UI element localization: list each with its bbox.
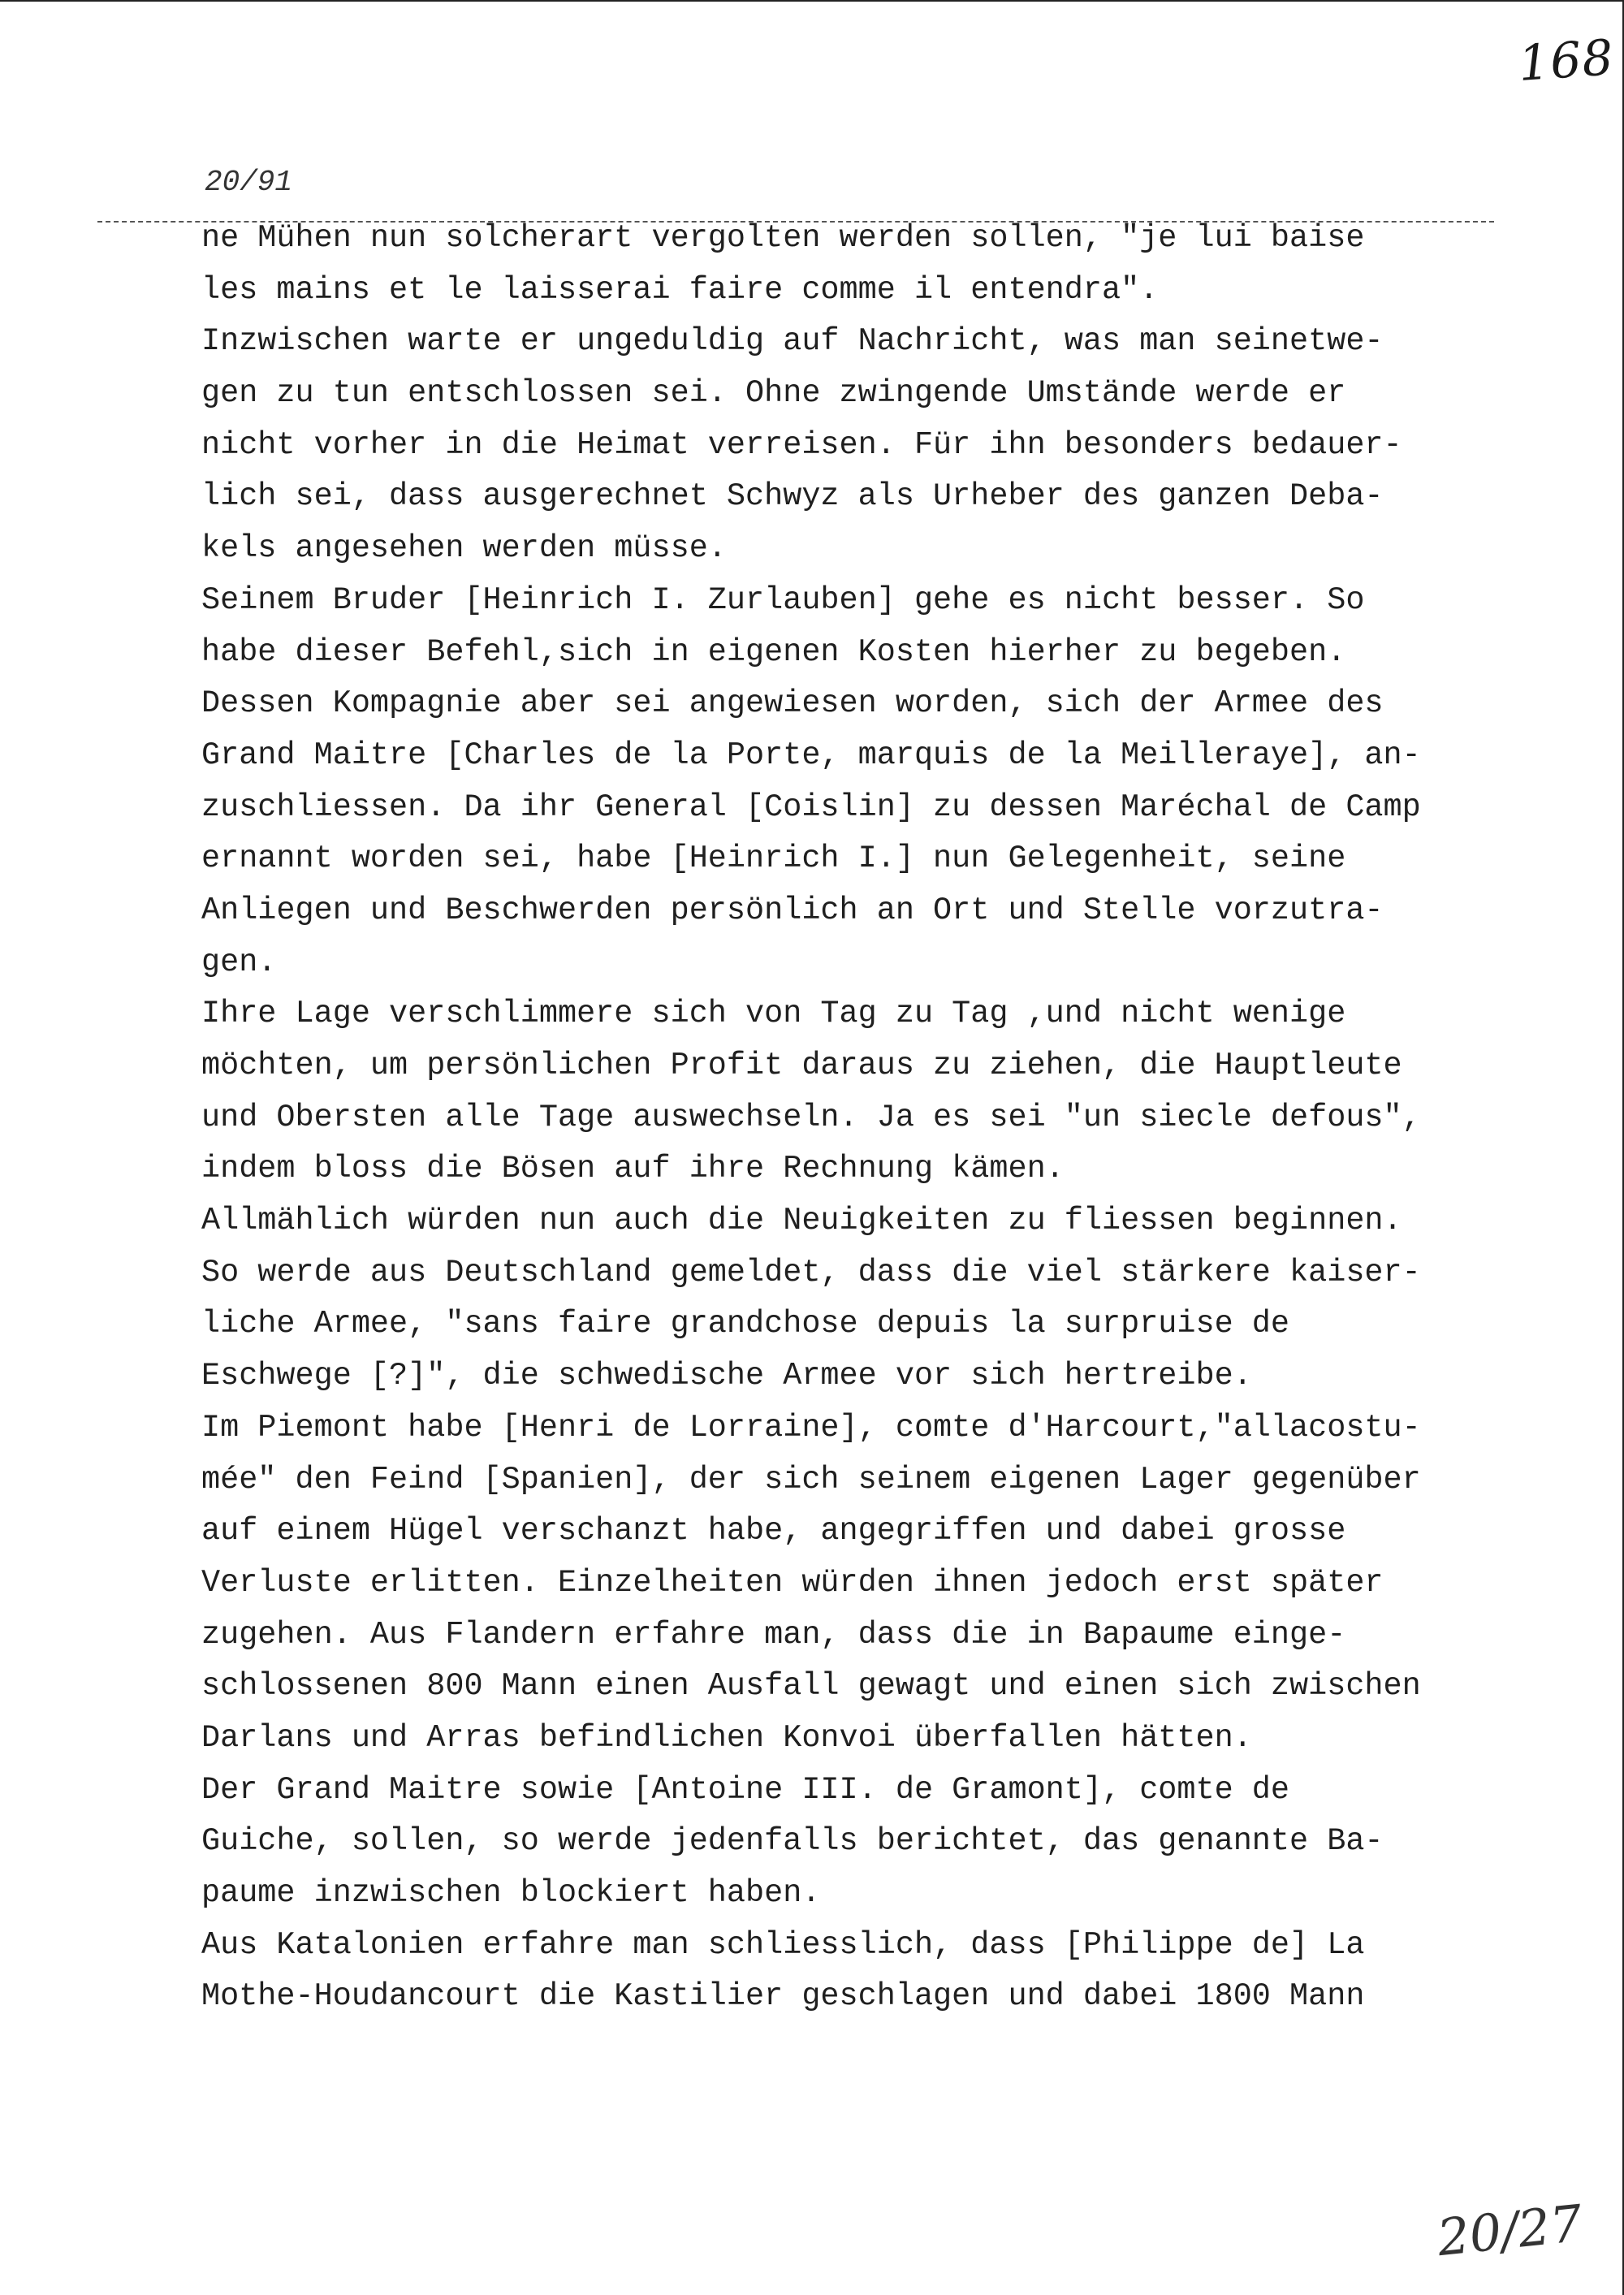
- text-line: zuschliessen. Da ihr General [Coislin] zu dessen Maréchal de Camp: [201, 789, 1421, 825]
- text-line: Allmählich würden nun auch die Neuigkeiten zu fliessen beginnen.: [201, 1203, 1402, 1239]
- text-line: Eschwege [?]", die schwedische Armee vor sich hertreibe.: [201, 1358, 1252, 1394]
- handwritten-footer-number: 20/27: [1434, 2193, 1586, 2268]
- text-line: mée" den Feind [Spanien], der sich seinem eigenen Lager gegenüber: [201, 1461, 1421, 1498]
- page-edge-top: [0, 0, 1624, 2]
- body-text: [201, 213, 1566, 2023]
- text-line: Darlans und Arras befindlichen Konvoi überfallen hätten.: [201, 1719, 1252, 1756]
- text-line: indem bloss die Bösen auf ihre Rechnung kämen.: [201, 1151, 1065, 1187]
- text-line: Im Piemont habe [Henri de Lorraine], comte d'Harcourt,"allacostu-: [201, 1409, 1421, 1446]
- text-line: Aus Katalonien erfahre man schliesslich, dass [Philippe de] La: [201, 1926, 1365, 1963]
- text-line: zugehen. Aus Flandern erfahre man, dass die in Bapaume einge-: [201, 1616, 1346, 1653]
- text-line: schlossenen 800 Mann einen Ausfall gewagt und einen sich zwischen: [201, 1668, 1421, 1705]
- text-line: kels angesehen werden müsse.: [201, 530, 727, 567]
- text-line: lich sei, dass ausgerechnet Schwyz als Urheber des ganzen Deba-: [201, 478, 1384, 515]
- text-line: nicht vorher in die Heimat verreisen. Für ihn besonders bedauer-: [201, 426, 1402, 463]
- text-line: Mothe-Houdancourt die Kastilier geschlagen und dabei 1800 Mann: [201, 1978, 1365, 2015]
- text-line: habe dieser Befehl,sich in eigenen Kosten hierher zu begeben.: [201, 633, 1346, 670]
- text-line: Guiche, sollen, so werde jedenfalls berichtet, das genannte Ba-: [201, 1823, 1384, 1860]
- text-line: les mains et le laisserai faire comme il entendra".: [201, 271, 1159, 308]
- text-line: Anliegen und Beschwerden persönlich an Ort und Stelle vorzutra-: [201, 892, 1384, 928]
- handwritten-page-number: 168: [1516, 28, 1616, 93]
- text-line: Inzwischen warte er ungeduldig auf Nachricht, was man seinetwe-: [201, 323, 1384, 360]
- text-line: gen zu tun entschlossen sei. Ohne zwingende Umstände werde er: [201, 375, 1346, 412]
- text-line: Ihre Lage verschlimmere sich von Tag zu Tag ,und nicht wenige: [201, 996, 1346, 1032]
- text-line: gen.: [201, 944, 277, 980]
- text-line: Der Grand Maitre sowie [Antoine III. de Gramont], comte de: [201, 1771, 1290, 1808]
- text-line: auf einem Hügel verschanzt habe, angegriffen und dabei grosse: [201, 1513, 1346, 1549]
- text-line: möchten, um persönlichen Profit daraus zu ziehen, die Hauptleute: [201, 1048, 1402, 1083]
- text-line: Verluste erlitten. Einzelheiten würden ihnen jedoch erst später: [201, 1564, 1384, 1601]
- text-line: So werde aus Deutschland gemeldet, dass die viel stärkere kaiser-: [201, 1254, 1421, 1290]
- text-line: liche Armee, "sans faire grandchose depuis la surpruise de: [201, 1306, 1290, 1342]
- text-line: und Obersten alle Tage auswechseln. Ja es sei "un siecle defous",: [201, 1099, 1421, 1135]
- text-line: Dessen Kompagnie aber sei angewiesen worden, sich der Armee des: [201, 685, 1384, 722]
- text-line: ernannt worden sei, habe [Heinrich I.] nun Gelegenheit, seine: [201, 841, 1346, 877]
- text-line: paume inzwischen blockiert haben.: [201, 1875, 821, 1911]
- text-line: ne Mühen nun solcherart vergolten werden sollen, "je lui baise: [201, 220, 1365, 256]
- folio-number: 20/91: [205, 166, 293, 199]
- text-line: Grand Maitre [Charles de la Porte, marquis de la Meilleraye], an-: [201, 737, 1421, 773]
- text-line: Seinem Bruder [Heinrich I. Zurlauben] gehe es nicht besser. So: [201, 581, 1365, 618]
